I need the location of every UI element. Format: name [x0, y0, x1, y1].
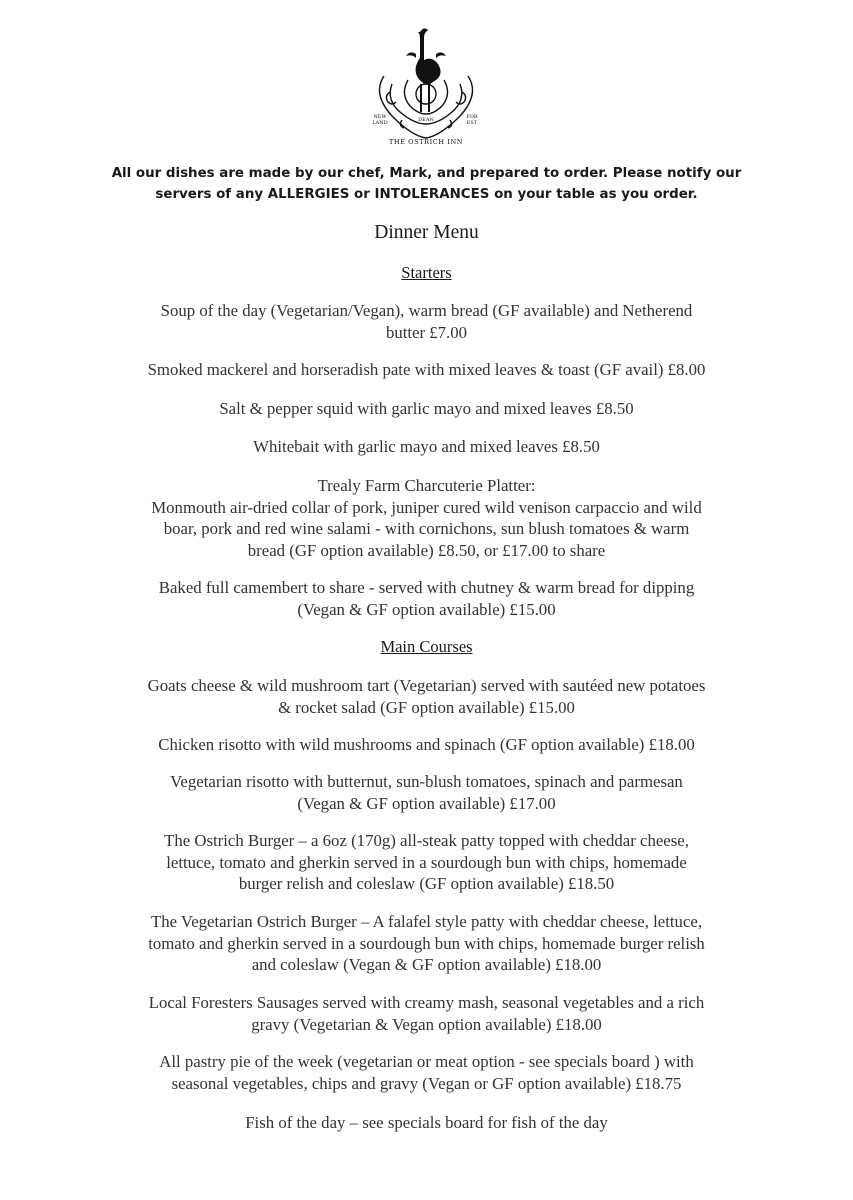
starter-item	[40, 300, 813, 343]
logo-right-text-2: EST	[466, 120, 478, 126]
item-line: Goats cheese & wild mushroom tart (Vegetarian) served with sautéed new potatoes	[147, 676, 706, 695]
item-line: gravy (Vegetarian & Vegan option available) £18.00	[251, 1014, 602, 1034]
starter-item	[40, 475, 813, 561]
allergy-notice	[60, 163, 793, 205]
starter-item	[40, 398, 813, 420]
item-line: boar, pork and red wine salami - with cornichons, sun blush tomatoes & warm	[163, 519, 690, 538]
item-line: seasonal vegetables, chips and gravy (Vegan or GF option available) £18.75	[171, 1073, 682, 1093]
item-line: Soup of the day (Vegetarian/Vegan), warm bread (GF available) and Netherend	[160, 301, 693, 320]
item-line: Fish of the day – see specials board for fish of the day	[245, 1113, 608, 1132]
item-line: All pastry pie of the week (vegetarian or meat option - see specials board ) with	[159, 1052, 694, 1071]
main-item	[40, 1051, 813, 1094]
notice-line: servers of any ALLERGIES or INTOLERANCES on your table as you order.	[155, 187, 698, 202]
item-line: Trealy Farm Charcuterie Platter:	[317, 476, 536, 495]
item-line: (Vegan & GF option available) £17.00	[297, 793, 556, 813]
main-item	[40, 734, 813, 756]
starter-item	[40, 359, 813, 381]
starter-item	[40, 436, 813, 458]
item-line: Local Foresters Sausages served with creamy mash, seasonal vegetables and a rich	[148, 993, 705, 1012]
item-line: Salt & pepper squid with garlic mayo and mixed leaves £8.50	[219, 399, 634, 418]
item-line: bread (GF option available) £8.50, or £17.00 to share	[247, 540, 606, 560]
item-line: Chicken risotto with wild mushrooms and spinach (GF option available) £18.00	[158, 735, 695, 754]
menu-title: Dinner Menu	[374, 222, 479, 243]
main-item	[40, 675, 813, 718]
main-courses-heading: Main Courses	[380, 637, 473, 656]
item-line: The Ostrich Burger – a 6oz (170g) all-steak patty topped with cheddar cheese,	[164, 831, 689, 850]
item-line: Baked full camembert to share - served with chutney & warm bread for dipping	[158, 578, 695, 597]
item-line: (Vegan & GF option available) £15.00	[297, 599, 556, 619]
item-line: burger relish and coleslaw (GF option available) £18.50	[238, 874, 615, 893]
logo-right-text-1: FOR	[466, 114, 478, 120]
main-item	[40, 1112, 813, 1134]
logo-left-text-2: LAND	[372, 120, 388, 126]
logo-small-text: DEAN	[418, 117, 434, 123]
item-line: The Vegetarian Ostrich Burger – A falafel style patty with cheddar cheese, lettuce,	[150, 912, 703, 931]
item-line: lettuce, tomato and gherkin served in a sourdough bun with chips, homemade	[166, 852, 687, 872]
notice-line: All our dishes are made by our chef, Mark, and prepared to order. Please notify our	[111, 166, 742, 181]
starters-heading: Starters	[401, 263, 452, 282]
main-item	[40, 911, 813, 976]
ostrich-emblem-icon	[362, 24, 490, 146]
logo-ring-text: THE OSTRICH INN	[388, 138, 464, 146]
item-line: butter £7.00	[385, 322, 468, 342]
main-item	[40, 771, 813, 814]
ostrich-inn-logo	[362, 24, 490, 146]
item-line: and coleslaw (Vegan & GF option available) £18.00	[251, 955, 602, 974]
item-line: & rocket salad (GF option available) £15.00	[278, 697, 575, 717]
item-line: tomato and gherkin served in a sourdough bun with chips, homemade burger relish	[148, 933, 705, 953]
item-line: Vegetarian risotto with butternut, sun-blush tomatoes, spinach and parmesan	[170, 772, 683, 791]
item-line: Whitebait with garlic mayo and mixed leaves £8.50	[253, 437, 600, 456]
starter-item	[40, 577, 813, 620]
item-line: Smoked mackerel and horseradish pate with mixed leaves & toast (GF avail) £8.00	[147, 360, 706, 379]
logo-left-text-1: NEW	[373, 114, 387, 120]
main-item	[40, 830, 813, 895]
main-item	[40, 992, 813, 1035]
item-line: Monmouth air-dried collar of pork, juniper cured wild venison carpaccio and wild	[151, 497, 702, 517]
